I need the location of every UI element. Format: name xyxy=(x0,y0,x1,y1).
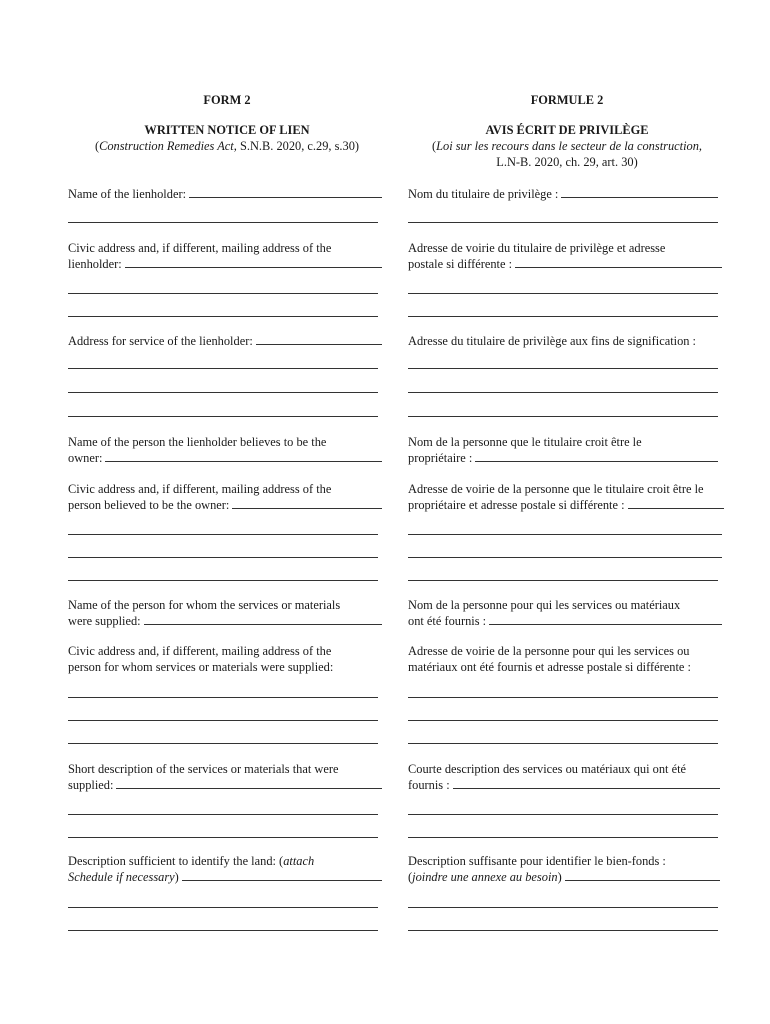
service-address-blank[interactable] xyxy=(256,333,382,345)
land-description-blank-fr[interactable] xyxy=(565,869,720,881)
service-address-field[interactable]: Address for service of the lienholder: xyxy=(68,333,382,349)
services-description-line[interactable] xyxy=(68,814,378,815)
form-heading-fr xyxy=(408,122,726,170)
lienholder-name-field-fr[interactable]: Nom du titulaire de privilège : xyxy=(408,186,726,202)
owner-address-blank-fr[interactable] xyxy=(628,497,724,509)
services-description-line-fr[interactable] xyxy=(408,837,718,838)
form-number: FORM 2 xyxy=(203,93,251,107)
statute-citation-fr: (Loi sur les recours dans le secteur de la construction, xyxy=(431,139,703,153)
service-address-field-fr[interactable]: Adresse du titulaire de privilège aux fins de signification : xyxy=(408,334,697,348)
service-address-line[interactable] xyxy=(68,392,378,393)
lienholder-name-line-fr[interactable] xyxy=(408,222,718,223)
lienholder-name-field[interactable]: Name of the lienholder: xyxy=(68,186,382,202)
owner-name-field[interactable]: Name of the person the lienholder believes to be the owner: xyxy=(68,434,382,466)
supplied-to-address-line-fr[interactable] xyxy=(408,697,718,698)
form-english-column xyxy=(68,92,386,154)
land-description-field[interactable]: Description sufficient to identify the land: (attach Schedule if necessary ) xyxy=(68,853,382,885)
supplied-to-address-field-fr[interactable]: Adresse de voirie de la personne pour qui les services ou matériaux ont été fournis et adresse postale si différente : xyxy=(408,644,691,674)
lienholder-name-line[interactable] xyxy=(68,222,378,223)
owner-address-blank[interactable] xyxy=(232,497,382,509)
owner-address-field-fr[interactable]: Adresse de voirie de la personne que le titulaire croit être le propriétaire et adresse postale si différente : xyxy=(408,481,726,513)
service-address-line-fr[interactable] xyxy=(408,368,718,369)
service-address-line-fr[interactable] xyxy=(408,416,718,417)
lienholder-address-line[interactable] xyxy=(68,293,378,294)
service-address-line[interactable] xyxy=(68,368,378,369)
supplied-to-name-field[interactable]: Name of the person for whom the services or materials were supplied: xyxy=(68,597,382,629)
supplied-to-address-line[interactable] xyxy=(68,743,378,744)
services-description-blank[interactable] xyxy=(116,777,382,789)
supplied-to-address-line[interactable] xyxy=(68,720,378,721)
land-description-line[interactable] xyxy=(68,930,378,931)
supplied-to-address-line[interactable] xyxy=(68,697,378,698)
statute-citation-fr-2: L.N-B. 2020, ch. 29, art. 30) xyxy=(496,155,638,169)
supplied-to-name-field-fr[interactable]: Nom de la personne pour qui les services ou matériaux ont été fournis : xyxy=(408,597,726,629)
owner-address-line-fr[interactable] xyxy=(408,580,718,581)
owner-name-blank-fr[interactable] xyxy=(475,450,718,462)
lienholder-address-line[interactable] xyxy=(68,316,378,317)
supplied-to-address-line-fr[interactable] xyxy=(408,743,718,744)
owner-address-field[interactable]: Civic address and, if different, mailing address of the person believed to be the owner: xyxy=(68,481,382,513)
lienholder-name-blank-fr[interactable] xyxy=(561,186,718,198)
owner-address-line-fr[interactable] xyxy=(408,557,722,558)
owner-address-line[interactable] xyxy=(68,580,378,581)
form-title: WRITTEN NOTICE OF LIEN xyxy=(144,123,310,137)
form-french-column xyxy=(408,92,726,170)
owner-address-line[interactable] xyxy=(68,534,378,535)
owner-address-line-fr[interactable] xyxy=(408,534,722,535)
service-address-line[interactable] xyxy=(68,416,378,417)
lienholder-address-field[interactable]: Civic address and, if different, mailing address of the lienholder: xyxy=(68,240,382,272)
lienholder-address-line-fr[interactable] xyxy=(408,316,718,317)
supplied-to-name-blank[interactable] xyxy=(144,613,382,625)
form-number-fr: FORMULE 2 xyxy=(530,93,604,107)
land-description-line[interactable] xyxy=(68,907,378,908)
supplied-to-address-line-fr[interactable] xyxy=(408,720,718,721)
owner-address-line[interactable] xyxy=(68,557,378,558)
land-description-line-fr[interactable] xyxy=(408,907,718,908)
services-description-blank-fr[interactable] xyxy=(453,777,720,789)
services-description-field-fr[interactable]: Courte description des services ou matériaux qui ont été fournis : xyxy=(408,761,726,793)
lienholder-address-blank-fr[interactable] xyxy=(515,256,722,268)
lienholder-address-blank[interactable] xyxy=(125,256,382,268)
services-description-line[interactable] xyxy=(68,837,378,838)
statute-citation: (Construction Remedies Act, S.N.B. 2020, c.29, s.30) xyxy=(94,139,360,153)
lienholder-name-blank[interactable] xyxy=(189,186,382,198)
owner-name-field-fr[interactable]: Nom de la personne que le titulaire croit être le propriétaire : xyxy=(408,434,726,466)
land-description-field-fr[interactable]: Description suffisante pour identifier le bien-fonds : ( joindre une annexe au besoin ) xyxy=(408,853,726,885)
land-description-line-fr[interactable] xyxy=(408,930,718,931)
owner-name-blank[interactable] xyxy=(105,450,382,462)
lienholder-address-line-fr[interactable] xyxy=(408,293,718,294)
services-description-line-fr[interactable] xyxy=(408,814,718,815)
land-description-blank[interactable] xyxy=(182,869,382,881)
service-address-line-fr[interactable] xyxy=(408,392,718,393)
form-title-fr: AVIS ÉCRIT DE PRIVILÈGE xyxy=(485,123,649,137)
lienholder-address-field-fr[interactable]: Adresse de voirie du titulaire de privilège et adresse postale si différente : xyxy=(408,240,726,272)
services-description-field[interactable]: Short description of the services or materials that were supplied: xyxy=(68,761,382,793)
supplied-to-name-blank-fr[interactable] xyxy=(489,613,722,625)
form-heading xyxy=(68,122,386,154)
supplied-to-address-field[interactable]: Civic address and, if different, mailing address of the person for whom services or materials were supplied: xyxy=(68,644,334,674)
